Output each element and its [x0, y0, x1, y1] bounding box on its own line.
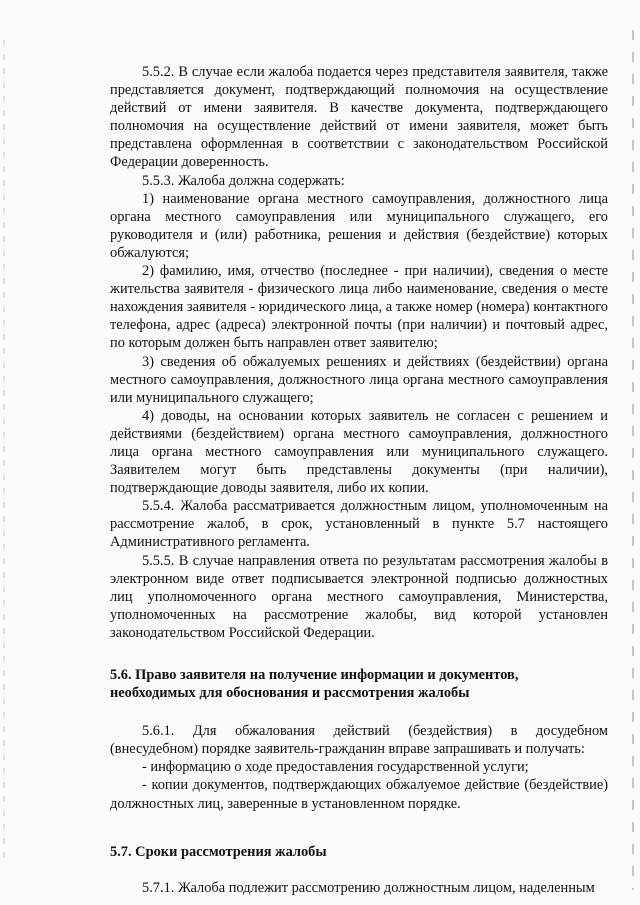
paragraph-5-5-3-item-3: 3) сведения об обжалуемых решениях и действиях (бездействии) органа местного самоуправления, должностного лица органа местного самоуправления или муниципального служащего;: [110, 353, 608, 406]
paragraph-5-5-5: 5.5.5. В случае направления ответа по результатам рассмотрения жалобы в электронном виде ответ подписывается электронной подписью должностных лиц уполномоченного органа местного самоуправления, Министерства, уполномоченных на рассмотрение жалобы, вид которой установлен законодательством Российской Федерации.: [110, 552, 608, 641]
paragraph-5-5-2: 5.5.2. В случае если жалоба подается через представителя заявителя, также представляется документ, подтверждающий полномочия на осуществление действий от имени заявителя. В качестве документа, подтверждающего полномочия на осуществление действий от имени заявителя, может быть представлена оформленная в соответствии с законодательством Российской Федерации доверенность.: [110, 64, 608, 171]
paragraph-5-6-1: 5.6.1. Для обжалования действий (бездействия) в досудебном (внесудебном) порядке заявитель-гражданин вправе запрашивать и получать:: [110, 723, 608, 758]
scan-edge-left: [3, 40, 5, 860]
paragraph-5-5-3: 5.5.3. Жалоба должна содержать:: [142, 172, 345, 189]
paragraph-5-5-3-item-2: 2) фамилию, имя, отчество (последнее - при наличии), сведения о месте жительства заявителя - физического лица либо наименование, сведения о месте нахождения заявителя - юридического лица, а также номер (номера) контактного телефона, адрес (адреса) электронной почты (при наличии) и почтовый адрес, по которым должен быть направлен ответ заявителю;: [110, 263, 608, 352]
paragraph-5-5-3-item-1: 1) наименование органа местного самоуправления, должностного лица органа местного самоуправления или муниципального служащего, его руководителя и (или) работника, решения и действия (бездействие) которых обжалуются;: [110, 190, 608, 261]
paragraph-5-7-1: 5.7.1. Жалоба подлежит рассмотрению должностным лицом, наделенным: [142, 879, 595, 896]
section-heading-5-6-line-2: необходимых для обоснования и рассмотрения жалобы: [110, 685, 470, 702]
paragraph-5-5-3-item-4: 4) доводы, на основании которых заявитель не согласен с решением и действиями (бездействием) органа местного самоуправления, должностного лица органа местного самоуправления или муниципального служащего. Заявителем могут быть представлены документы (при наличии), подтверждающие доводы заявителя, либо их копии.: [110, 407, 608, 497]
paragraph-5-5-4: 5.5.4. Жалоба рассматривается должностным лицом, уполномоченным на рассмотрение жалоб, в срок, установленный в пункте 5.7 настоящего Административного регламента.: [110, 498, 608, 551]
section-heading-5-6-line-1: 5.6. Право заявителя на получение информации и документов,: [110, 667, 519, 683]
document-body: [110, 63, 608, 897]
paragraph-5-6-1-item-a: - информацию о ходе предоставления государственной услуги;: [142, 759, 529, 776]
paragraph-5-6-1-item-b: - копии документов, подтверждающих обжалуемое действие (бездействие) должностных лиц, заверенные в установленном порядке.: [110, 777, 608, 812]
section-heading-5-7: 5.7. Сроки рассмотрения жалобы: [110, 843, 327, 860]
section-heading-5-6: [110, 666, 608, 702]
scan-edge-right: [632, 30, 634, 890]
